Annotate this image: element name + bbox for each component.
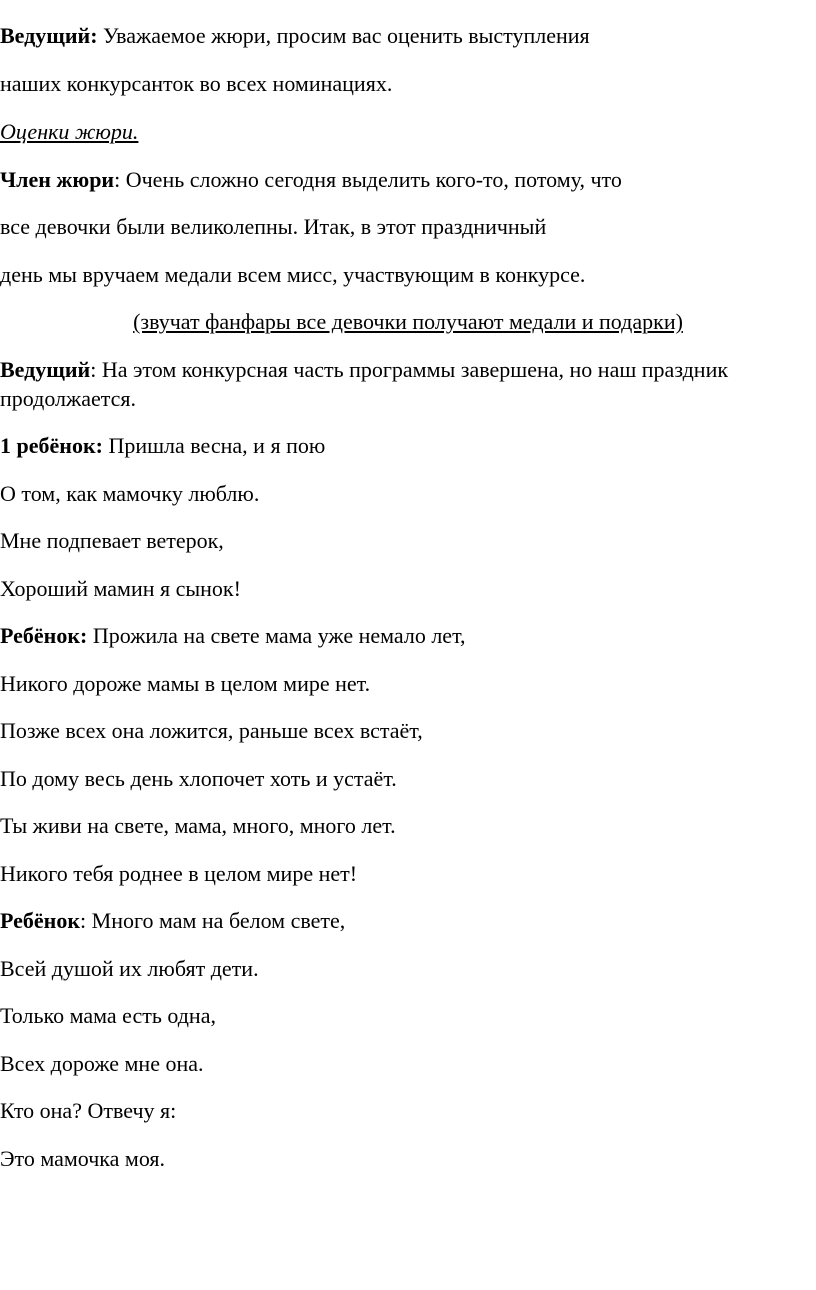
child1-line-3: Мне подпевает ветерок, (0, 528, 224, 553)
child2-line-3: Позже всех она ложится, раньше всех встаёт, (0, 718, 423, 743)
child2-line-2: Никого дороже мамы в целом мире нет. (0, 671, 371, 696)
speaker-label: Ребёнок: (0, 623, 88, 648)
host-line-1 (0, 23, 590, 49)
text: : Много мам на белом свете, (80, 908, 346, 933)
host-line-2: наших конкурсанток во всех номинациях. (0, 71, 393, 96)
child3-line-1 (0, 908, 345, 934)
host-line-4: продолжается. (0, 386, 137, 411)
stage-direction-jury-scores: Оценки жюри. (0, 119, 139, 144)
child3-line-2: Всей душой их любят дети. (0, 956, 259, 981)
jury-line-2: все девочки были великолепны. Итак, в этот праздничный (0, 214, 547, 239)
child2-line-4: По дому весь день хлопочет хоть и устаёт. (0, 766, 397, 791)
child2-line-1 (0, 623, 466, 649)
child1-line-2: О том, как мамочку люблю. (0, 481, 260, 506)
child2-line-5: Ты живи на свете, мама, много, много лет. (0, 813, 396, 838)
child3-line-5: Кто она? Отвечу я: (0, 1098, 177, 1123)
text: : Очень сложно сегодня выделить кого-то, потому, что (114, 167, 622, 192)
text: : На этом конкурсная часть программы завершена, но наш праздник (90, 357, 729, 382)
text: Прожила на свете мама уже немало лет, (87, 623, 466, 648)
child2-line-6: Никого тебя роднее в целом мире нет! (0, 861, 358, 886)
host-line-3 (0, 357, 728, 383)
jury-line-1 (0, 167, 622, 193)
child3-line-3: Только мама есть одна, (0, 1003, 216, 1028)
speaker-label: Ведущий (0, 357, 91, 382)
speaker-label: Ведущий: (0, 23, 98, 48)
speaker-label: 1 ребёнок: (0, 433, 103, 458)
child1-line-4: Хороший мамин я сынок! (0, 576, 241, 601)
stage-direction-fanfare (0, 309, 816, 335)
jury-line-3: день мы вручаем медали всем мисс, участвующим в конкурсе. (0, 262, 586, 287)
child3-line-6: Это мамочка моя. (0, 1146, 166, 1171)
child3-line-4: Всех дороже мне она. (0, 1051, 204, 1076)
child1-line-1 (0, 433, 325, 459)
stage-direction-text: (звучат фанфары все девочки получают медали и подарки) (133, 309, 683, 334)
text: Пришла весна, и я пою (102, 433, 326, 458)
speaker-label: Ребёнок (0, 908, 81, 933)
text: Уважаемое жюри, просим вас оценить выступления (97, 23, 590, 48)
speaker-label: Член жюри (0, 167, 115, 192)
